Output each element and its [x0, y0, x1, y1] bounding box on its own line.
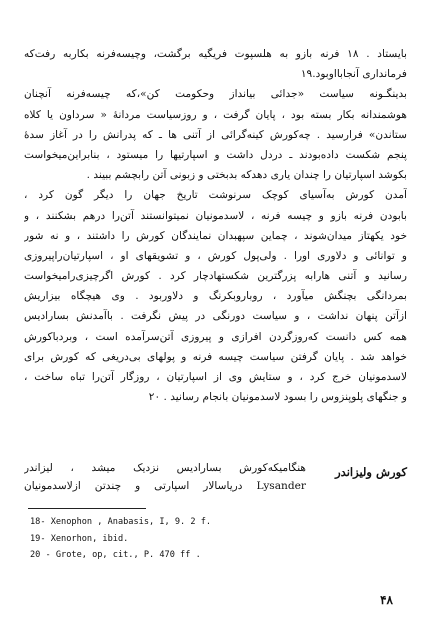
main-text [24, 44, 407, 407]
text-line: ازآتن پنهان نداشت ، و سیاست دورنگی در پیش نگرفت . باآمدنش بسارادیس [24, 310, 407, 323]
side-heading: کورش ولیزاندر [335, 465, 407, 479]
text-line: آمدن کورش به‌آسیای کوچک سرنوشت تاریخ جهان را دیگر گون کرد ، [24, 189, 407, 202]
text-line: ستاندن» فرارسید . چه‌کورش کینه‌گرائی از آتنی ها ـ که پدرانش را در آغاز سدهٔ [24, 128, 407, 141]
text-line: بابودن فرنه بازو و چیسه فرنه ، لاسدمونیان نمیتوانستند آتن‌را درهم بشکنند ، و [24, 209, 407, 222]
text-line: لاسدمونیان خرج کرد ، و ستایش وی از اسپارتیان ، روزگار آتن‌را تباه ساخت ، [24, 371, 407, 383]
text-line: هوشمندانه بکار بسته بود ، پایان گرفت ، و روزسیاست مردانهٔ « سرداون یا کلاه [24, 108, 407, 121]
footnote: 20 - Grote, op, cit., P. 470 ff . [30, 550, 201, 560]
text-line: پنجم شکست داده‌بودند ـ دردل داشت و اسپارتیها را میستود ، بنابراین‌میخواست [24, 148, 407, 161]
text-line: Lysander دریاسالار اسپارتی و چندتن ازلاسدمونیان [24, 480, 306, 492]
text-line: فرمانداری آنجابااوبود.۱۹ [300, 68, 407, 81]
footnote: 19- Xenorhon, ibid. [30, 533, 129, 544]
text-line: همه کس دانست که‌روزگردن افرازی و پیروزی آتن‌سرآمده است ، وبردباکورش [24, 330, 407, 343]
text-line: و جنگهای پلوپنزوس را بسود لاسدمونیان بانجام رسانید . ۲۰ [148, 391, 407, 404]
text-line: بدینگـونه سیاست «جدائی بیانداز وحکومت کن»،که چیسه‌فرنه آنچنان [24, 88, 407, 101]
footnotes [30, 514, 330, 564]
text-line: و توانائی و دلاوری اورا . ولی‌پول کورش ، و تشویقهای او ، اسپارتیان‌راپیروزی [24, 249, 407, 262]
text-line: رسانید و آتنی هارابه پزرگترین شکستهادچار کرد . کورش اگرچیزی‌رامیخواست [24, 270, 407, 283]
text-line: بایستاد . ۱۸ فرنه بازو به هلسپوت فریگیه برگشت، وچیسه‌فرنه بکاربه رفت‌که [24, 48, 407, 60]
text-line: خود یکهتاز میدان‌شوند ، چماین سپهبدان نمایندگان کورش را داشتند ، و نه شور [24, 229, 407, 242]
page-number: ۴۸ [380, 593, 393, 607]
footnote-divider [28, 508, 146, 509]
text-line: بمردانگی بچنگش میآورد ، روباروبکرنگ و دلاوربود . وی هیچگاه بیزاریش [24, 290, 407, 303]
footnote: 18- Xenophon , Anabasis, I, 9. 2 f. [30, 517, 212, 527]
text-line: هنگامیکه‌کورش بسارادیس نزدیک میشد ، لیزاندر [24, 462, 306, 474]
text-line: بکوشد اسپارتیان را چندان یاری دهدکه بدبختی و زبونی آتن رابچشم ببیند . [86, 169, 407, 182]
text-line: خواهد شد . پایان گرفتن سیاست چیسه فرنه و پولهای بی‌دریغی که کورش برای [24, 350, 407, 363]
